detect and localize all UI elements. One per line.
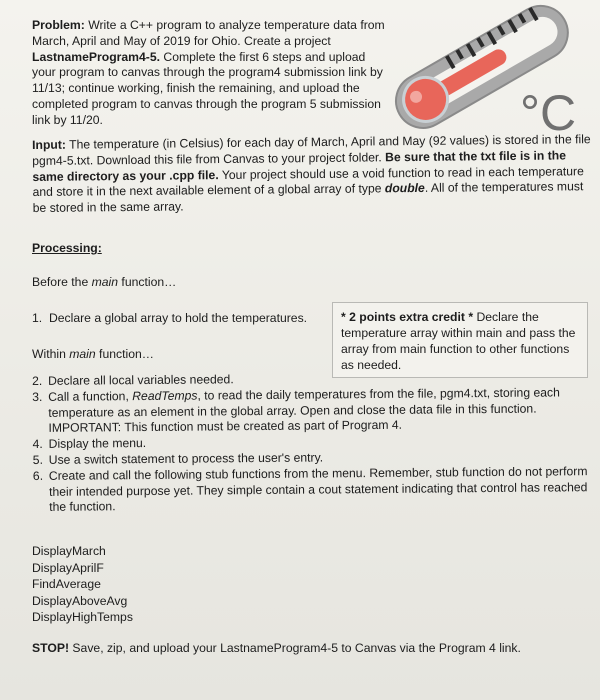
step-number: 3. [32,389,43,404]
problem-text-2: Complete the first 6 steps and upload your program to canvas through the program4 submission link by 11/13; continue working, finish the remaining, and upload the completed program to canvas through the program 5 submission link by 11/20. [32,49,383,127]
problem-paragraph [32,18,388,129]
extra-credit-label: * 2 points extra credit * [341,310,474,324]
function-name: DisplayHighTemps [32,610,133,625]
step-text-1: Declare a global array to hold the temperatures. [48,311,308,325]
list-item [33,464,593,516]
function-name: DisplayAboveAvg [32,593,128,608]
problem-label: Problem: [32,18,85,32]
processing-heading: Processing: [32,241,102,255]
step-text: Declare all local variables needed. [47,372,234,388]
extra-credit-text: Declare the temperature array within main and pass the array from main function to other functions as needed. [341,310,576,372]
input-paragraph [32,132,593,217]
step-text: Call a function, [48,388,133,404]
input-text-2: Your project should use a void function to read in each temperature and store it in the next available element of a global array of type [32,163,584,200]
step-text: Use a switch statement to process the user's entry. [48,450,324,467]
function-name: DisplayAprilF [32,560,104,575]
before-main-line [32,275,176,291]
step-number: 5. [32,452,43,467]
project-name: LastnameProgram4-5. [32,49,161,64]
step-number-1: 1. [32,311,43,325]
within-main-fn: main [69,347,96,361]
list-item [32,385,592,437]
read-temps-fn: ReadTemps [132,388,198,403]
stop-label: STOP! [32,641,70,655]
step-number: 4. [32,437,43,452]
stop-text: Save, zip, and upload your LastnameProgram4-5 to Canvas via the Program 4 link. [69,641,521,655]
step-number: 2. [32,373,43,388]
step-text: Display the menu. [48,436,147,452]
before-suffix: function… [118,275,177,289]
within-suffix: function… [95,347,154,361]
within-text: Within [32,347,70,361]
step-item-1 [32,311,307,327]
before-text: Before the [32,275,92,289]
within-main-line [32,347,154,363]
input-type: double [384,181,425,196]
extra-credit-box [332,302,588,378]
input-bold-note: Be sure that the txt file is in the same directory as your .cpp file. [32,148,567,184]
step-text: Create and call the following stub functions from the menu. Remember, stub function do not perform their intended purpose yet. They simple contain a cout statement indicating that control has reached the function. [48,463,588,515]
step-number: 6. [32,468,44,483]
before-main-fn: main [91,275,119,289]
steps-list [32,369,593,516]
problem-text-1: Write a C++ program to analyze temperature data from March, April and May of 2019 for Ohio. Create a project [32,18,385,48]
function-name: FindAverage [32,577,101,592]
function-name: DisplayMarch [32,544,106,558]
input-label: Input: [32,137,66,152]
celsius-label: °C [520,85,577,132]
input-text-1: The temperature (in Celsius) for each day of March, April and May (92 values) is stored in the file pgm4-5.txt. Download this file from Canvas to your project folder. [32,132,591,168]
thermometer-icon [388,2,588,132]
input-text-3: . All of the temperatures must be stored in the same array. [32,179,584,216]
step-text: , to read the daily temperatures from the file, pgm4.txt, storing each temperature as an element in the global array. Open and close the data file in this function. IMPORTANT: This function must be created as part of Program 4. [48,385,560,436]
stub-function-list [32,543,133,626]
stop-line [32,641,521,657]
